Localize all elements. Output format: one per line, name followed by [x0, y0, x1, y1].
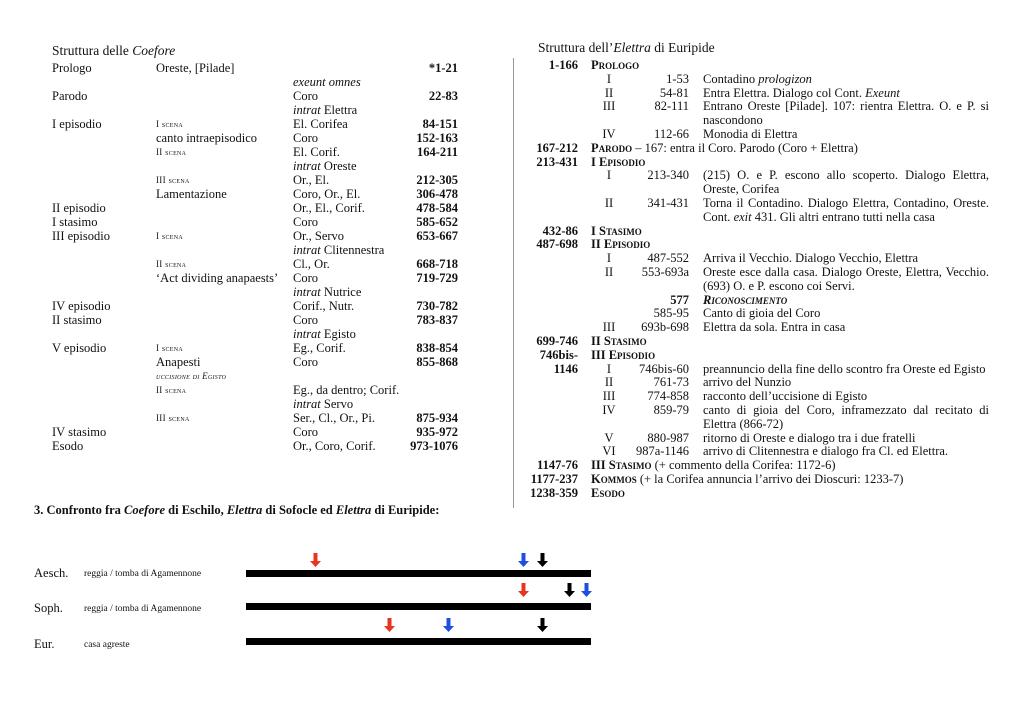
verse-range: 668-718 [416, 257, 458, 271]
scene-number: II [604, 195, 614, 210]
table-row [52, 397, 462, 411]
scene-label: I scena [156, 231, 184, 241]
scene-description [703, 252, 989, 266]
scene-description [703, 363, 989, 377]
description-text: racconto dell’uccisione di Egisto [703, 389, 868, 404]
verse-range: 693b-698 [641, 320, 689, 335]
description-text: canto di gioia del Coro, inframezzato dal recitato di Elettra (866-72) [703, 402, 989, 431]
table-row [52, 131, 462, 145]
section-heading [591, 459, 989, 473]
verse-range: 487-698 [536, 237, 578, 252]
scene-number: I [606, 168, 612, 183]
table-row [527, 349, 989, 363]
verse-range: 875-934 [416, 411, 458, 425]
table-row [527, 404, 989, 432]
stage-direction: intrat [293, 243, 321, 257]
coefore-structure-table [52, 61, 462, 453]
table-row [52, 243, 462, 257]
red-arrow-down-icon [384, 618, 395, 632]
table-row [52, 173, 462, 187]
verse-range: *1-21 [428, 61, 458, 75]
characters: intrat Nutrice [293, 285, 362, 299]
section-heading [591, 335, 989, 349]
aeschylus-label: Aesch. [34, 566, 69, 580]
table-row [52, 145, 462, 159]
section-name: II Stasimo [591, 333, 647, 348]
description-text: Torna il Contadino. Dialogo Elettra, Contadino, Oreste. Cont. [703, 195, 989, 224]
blue-arrow-down-icon [518, 553, 529, 567]
characters: intrat Elettra [293, 103, 358, 117]
verse-range: 212-305 [416, 173, 458, 187]
section-heading [591, 349, 989, 363]
scene-label: canto intraepisodico [156, 131, 258, 145]
scene-description [703, 307, 989, 321]
section-name: III Episodio [591, 347, 656, 362]
table-row [52, 369, 462, 383]
verse-range: 82-111 [654, 99, 689, 114]
recognition-label [703, 294, 989, 308]
scene-number: IV [602, 402, 616, 417]
verse-range: 859-79 [653, 402, 689, 417]
table-row [52, 117, 462, 131]
description-text: Arriva il Vecchio. Dialogo Vecchio, Elettra [703, 251, 919, 266]
characters: Coro [293, 313, 318, 327]
verse-range: 746bis- [539, 347, 578, 362]
verse-range: 1146 [553, 361, 578, 376]
scene-number: III [602, 320, 616, 335]
scene-description [703, 87, 989, 101]
euripides-timeline-bar [246, 638, 591, 645]
verse-range: 783-837 [416, 313, 458, 327]
section-name: Parodo [52, 89, 88, 103]
table-row [527, 87, 989, 101]
verse-range: 761-73 [653, 375, 689, 390]
verse-range: 653-667 [416, 229, 458, 243]
verse-range: 487-552 [647, 251, 689, 266]
red-arrow-down-icon [310, 553, 321, 567]
table-row [52, 187, 462, 201]
recognition-text: Riconoscimento [703, 292, 788, 307]
scene-number: I [606, 71, 612, 86]
verse-range: 341-431 [647, 195, 689, 210]
characters: Coro, Or., El. [293, 187, 361, 201]
verse-range: 22-83 [428, 89, 458, 103]
section-name: Prologo [52, 61, 92, 75]
description-text: Entrano Oreste [Pilade]. 107: rientra Elettra. O. e P. si nascondono [703, 99, 989, 128]
stage-direction: intrat [293, 327, 321, 341]
description-italic: Exeunt [865, 85, 900, 100]
table-row [527, 238, 989, 252]
description-text: Canto di gioia del Coro [703, 306, 821, 321]
section-name: II stasimo [52, 313, 102, 327]
section-name: III episodio [52, 229, 110, 243]
verse-range: 935-972 [416, 425, 458, 439]
verse-range: 1147-76 [537, 458, 578, 473]
section-name: V episodio [52, 341, 107, 355]
sophocles-place: reggia / tomba di Agamennone [84, 604, 202, 614]
verse-range: 746bis-60 [639, 361, 689, 376]
characters: Coro [293, 215, 318, 229]
verse-range: 1-53 [666, 71, 689, 86]
table-row [527, 307, 989, 321]
description-text: Contadino [703, 71, 759, 86]
right-title: Struttura dell’Elettra di Euripide [538, 40, 715, 55]
section-note: – 167: entra il Coro. Parodo (Coro + Elettra) [632, 140, 858, 155]
left-title: Struttura delle Coefore [52, 43, 176, 58]
section-name: Kommos [591, 471, 637, 486]
scene-description [703, 432, 989, 446]
table-row [527, 266, 989, 294]
scene-description [703, 266, 989, 294]
table-row [527, 128, 989, 142]
scene-label: ‘Act dividing anapaests’ [156, 271, 279, 285]
characters: Coro [293, 89, 318, 103]
scene-description [703, 390, 989, 404]
section-name: I Episodio [591, 154, 646, 169]
verse-range: 112-66 [654, 126, 689, 141]
verse-range: 432-86 [542, 223, 578, 238]
characters: Or., El. [293, 173, 330, 187]
section-note: (+ la Corifea annuncia l’arrivo dei Dioscuri: 1233-7) [636, 471, 904, 486]
section-name: Esodo [52, 439, 84, 453]
section-heading [591, 238, 989, 252]
table-row [52, 341, 462, 355]
description-text: arrivo del Nunzio [703, 375, 792, 390]
table-row [527, 59, 989, 73]
section-name: I Stasimo [591, 223, 642, 238]
verse-range: 213-431 [536, 154, 578, 169]
comparison-heading: 3. Confronto fra Coefore di Eschilo, Elettra di Sofocle ed Elettra di Euripide: [34, 503, 440, 517]
section-name: I episodio [52, 117, 102, 131]
characters: El. Corif. [293, 145, 340, 159]
scene-description [703, 169, 989, 197]
characters: intrat Clitennestra [293, 243, 385, 257]
section-heading [591, 156, 989, 170]
sophocles-label: Soph. [34, 601, 63, 615]
section-name: I stasimo [52, 215, 98, 229]
table-row [527, 169, 989, 197]
scene-description [703, 128, 989, 142]
verse-range: 699-746 [536, 333, 578, 348]
scene-label: III scena [156, 175, 190, 185]
scene-description [703, 376, 989, 390]
scene-number: V [604, 430, 614, 445]
description-text: preannuncio della fine dello scontro fra Oreste ed Egisto [703, 361, 986, 376]
table-row [52, 61, 462, 75]
verse-range: 213-340 [647, 168, 689, 183]
section-name: II episodio [52, 201, 106, 215]
section-name: IV episodio [52, 299, 111, 313]
verse-range: 167-212 [536, 140, 578, 155]
section-name: II Episodio [591, 237, 651, 252]
scene-label: uccisione di Egisto [156, 371, 227, 381]
characters: Cl., Or. [293, 257, 330, 271]
verse-range: 478-584 [416, 201, 458, 215]
stage-direction: exeunt omnes [293, 75, 361, 89]
verse-range: 1177-237 [530, 471, 578, 486]
aeschylus-place: reggia / tomba di Agamennone [84, 569, 202, 579]
table-row [527, 487, 989, 501]
table-row [527, 376, 989, 390]
sophocles-timeline-bar [246, 603, 591, 610]
characters: Or., Coro, Corif. [293, 439, 376, 453]
characters: Corif., Nutr. [293, 299, 355, 313]
section-heading [591, 473, 989, 487]
scene-label: Lamentazione [156, 187, 227, 201]
description-text: arrivo di Clitennestra e dialogo fra Cl. ed Elettra. [703, 444, 949, 459]
verse-range: 838-854 [416, 341, 458, 355]
blue-arrow-down-icon [443, 618, 454, 632]
table-row [52, 89, 462, 103]
table-row [527, 363, 989, 377]
table-row [52, 383, 462, 397]
characters: Eg., da dentro; Corif. [293, 383, 400, 397]
red-arrow-down-icon [518, 583, 529, 597]
characters: Coro [293, 425, 318, 439]
blue-arrow-down-icon [581, 583, 592, 597]
description-text: Oreste esce dalla casa. Dialogo Oreste, Elettra, Vecchio. (693) O. e P. escono coi Servi. [703, 264, 989, 293]
column-divider [513, 58, 514, 508]
scene-description [703, 445, 989, 459]
table-row [527, 100, 989, 128]
table-row [52, 411, 462, 425]
verse-range: 54-81 [659, 85, 689, 100]
description-text: ritorno di Oreste e dialogo tra i due fratelli [703, 430, 916, 445]
section-name: Esodo [591, 485, 625, 500]
characters: Eg., Corif. [293, 341, 346, 355]
description-text: (215) O. e P. escono allo scoperto. Dialogo Elettra, Oreste, Corifea [703, 168, 989, 197]
table-row [527, 445, 989, 459]
section-heading [591, 225, 989, 239]
table-row [527, 225, 989, 239]
scene-number: I [606, 251, 612, 266]
description-text: Monodia di Elettra [703, 126, 798, 141]
stage-direction: intrat [293, 103, 321, 117]
characters: Or., El., Corif. [293, 201, 365, 215]
black-arrow-down-icon [564, 583, 575, 597]
table-row [527, 473, 989, 487]
table-row [527, 156, 989, 170]
table-row [52, 201, 462, 215]
table-row [52, 439, 462, 453]
section-note: (+ commento della Corifea: 1172-6) [651, 458, 836, 473]
scene-number: III [602, 389, 616, 404]
scene-number: IV [602, 126, 616, 141]
table-row [527, 390, 989, 404]
section-heading [591, 487, 989, 501]
table-row [527, 142, 989, 156]
description-text: 431. Gli altri entrano tutti nella casa [751, 209, 935, 224]
characters: Ser., Cl., Or., Pi. [293, 411, 375, 425]
table-row [527, 432, 989, 446]
section-name: Parodo [591, 140, 633, 155]
table-row [52, 159, 462, 173]
table-row [527, 197, 989, 225]
table-row [52, 299, 462, 313]
table-row [52, 313, 462, 327]
table-row [527, 335, 989, 349]
section-heading [591, 142, 989, 156]
scene-description [703, 73, 989, 87]
scene-description [703, 100, 989, 128]
section-heading [591, 59, 989, 73]
verse-range: 585-652 [416, 215, 458, 229]
table-row [527, 459, 989, 473]
description-text: Entra Elettra. Dialogo col Cont. [703, 85, 866, 100]
table-row [52, 75, 462, 89]
table-row [52, 327, 462, 341]
aeschylus-timeline-bar [246, 570, 591, 577]
table-row [527, 252, 989, 266]
table-row [52, 271, 462, 285]
scene-number: II [604, 264, 614, 279]
table-row [52, 229, 462, 243]
verse-range: 719-729 [416, 271, 458, 285]
elettra-euripide-structure-table [527, 59, 989, 501]
scene-label: II scena [156, 147, 187, 157]
scene-number: VI [602, 444, 616, 459]
scene-description [703, 321, 989, 335]
verse-range: 730-782 [416, 299, 458, 313]
scene-label: I scena [156, 119, 184, 129]
verse-range: 577 [670, 292, 689, 307]
scene-number: II [604, 375, 614, 390]
characters: intrat Servo [293, 397, 354, 411]
table-row [52, 285, 462, 299]
table-row [527, 321, 989, 335]
characters: Coro [293, 271, 318, 285]
verse-range: 1238-359 [530, 485, 578, 500]
description-italic: exit [733, 209, 752, 224]
stage-direction: intrat [293, 159, 321, 173]
verse-range: 774-858 [647, 389, 689, 404]
table-row [52, 425, 462, 439]
verse-range: 152-163 [416, 131, 458, 145]
scene-label: II scena [156, 385, 187, 395]
scene-number: I [606, 361, 612, 376]
section-name: Prologo [591, 58, 640, 72]
black-arrow-down-icon [537, 553, 548, 567]
verse-range: 880-987 [647, 430, 689, 445]
verse-range: 164-211 [417, 145, 458, 159]
table-row [52, 215, 462, 229]
scene-label: I scena [156, 343, 184, 353]
verse-range: 1-166 [548, 58, 578, 72]
verse-range: 973-1076 [410, 439, 458, 453]
characters: El. Corifea [293, 117, 348, 131]
table-row [52, 103, 462, 117]
euripides-place: casa agreste [84, 640, 130, 650]
description-italic: prologizon [758, 71, 812, 86]
verse-range: 987a-1146 [636, 444, 689, 459]
scene-number: II [604, 85, 614, 100]
description-text: Elettra da sola. Entra in casa [703, 320, 846, 335]
section-name: IV stasimo [52, 425, 107, 439]
euripides-label: Eur. [34, 637, 55, 651]
characters: Coro [293, 131, 318, 145]
scene-label: Oreste, [Pilade] [156, 61, 235, 75]
scene-label: II scena [156, 259, 187, 269]
scene-number: III [602, 99, 616, 114]
table-row [52, 257, 462, 271]
stage-direction: intrat [293, 397, 321, 411]
table-row [527, 73, 989, 87]
characters [293, 75, 361, 89]
scene-description [703, 197, 989, 225]
black-arrow-down-icon [537, 618, 548, 632]
characters: Coro [293, 355, 318, 369]
scene-label: III scena [156, 413, 190, 423]
characters: intrat Egisto [293, 327, 356, 341]
section-name: III Stasimo [591, 458, 652, 473]
verse-range: 306-478 [416, 187, 458, 201]
scene-description [703, 404, 989, 432]
characters: intrat Oreste [293, 159, 357, 173]
stage-direction: intrat [293, 285, 321, 299]
verse-range: 855-868 [416, 355, 458, 369]
verse-range: 585-95 [653, 306, 689, 321]
table-row [527, 294, 989, 308]
scene-label: Anapesti [156, 355, 201, 369]
verse-range: 84-151 [422, 117, 458, 131]
table-row [52, 355, 462, 369]
characters: Or., Servo [293, 229, 345, 243]
verse-range: 553-693a [641, 264, 689, 279]
